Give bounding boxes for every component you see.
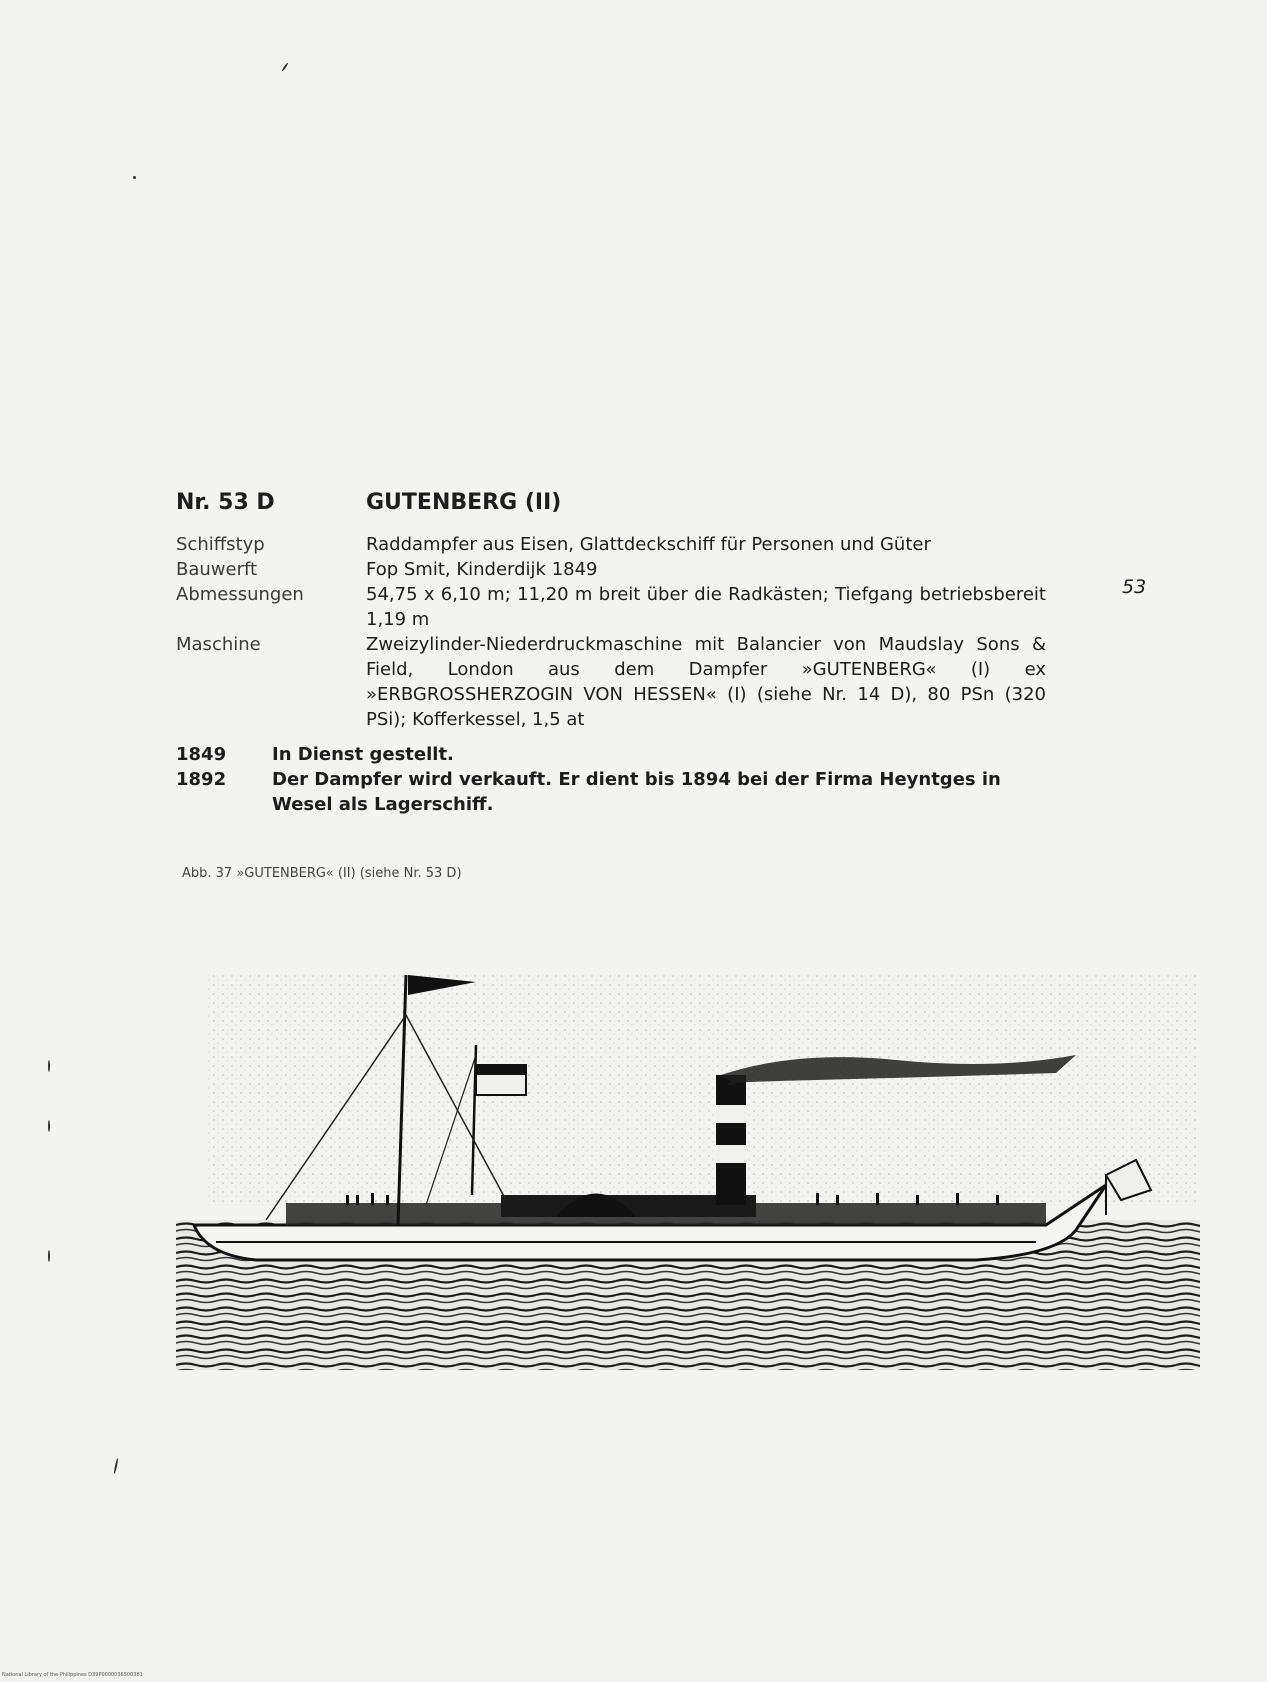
spec-value: 54,75 x 6,10 m; 11,20 m breit über die Radkästen; Tiefgang betriebsbereit 1,19 m <box>366 584 1046 630</box>
ship-title: GUTENBERG (II) <box>366 490 562 515</box>
history-row <box>176 742 1046 767</box>
page-number: 53 <box>1122 576 1147 598</box>
scan-speck <box>48 1060 50 1072</box>
funnel <box>716 1075 746 1205</box>
history-year: 1849 <box>176 744 227 765</box>
scan-speck <box>133 176 136 179</box>
funnel-band <box>716 1145 746 1163</box>
spec-row <box>176 582 1046 632</box>
spec-row <box>176 557 1046 582</box>
history-year: 1892 <box>176 769 227 790</box>
spec-label: Maschine <box>176 634 261 655</box>
spec-value: Fop Smit, Kinderdijk 1849 <box>366 559 598 580</box>
spec-label: Schiffstyp <box>176 534 265 555</box>
entry-number: Nr. 53 D <box>176 490 275 515</box>
funnel-band <box>716 1105 746 1123</box>
scan-speck <box>48 1250 50 1262</box>
history-text: Der Dampfer wird verkauft. Er dient bis 1894 bei der Firma Heyntges in Wesel als Lagerschiff. <box>272 769 1001 815</box>
spec-table <box>176 532 1046 732</box>
figure-caption: Abb. 37 »GUTENBERG« (II) (siehe Nr. 53 D) <box>182 866 462 881</box>
history-row <box>176 767 1046 817</box>
history-list <box>176 742 1046 817</box>
spec-value: Zweizylinder-Niederdruckmaschine mit Balancier von Maudslay Sons & Field, London aus dem Dampfer »GUTENBERG« (I) ex »ERBGROSSHERZOGIN VON HESSEN« (I) (siehe Nr. 14 D), 80 PSn (320 PSi); Kofferkessel, 1,5 at <box>366 634 1046 730</box>
spec-label: Bauwerft <box>176 559 258 580</box>
spec-label: Abmessungen <box>176 584 304 605</box>
spec-row <box>176 632 1046 732</box>
scan-speck <box>48 1120 50 1132</box>
steamship-illustration <box>176 955 1200 1375</box>
scan-speck <box>113 1458 118 1474</box>
mast-flag-stripe <box>476 1065 526 1075</box>
spec-row <box>176 532 1046 557</box>
history-text: In Dienst gestellt. <box>272 744 454 765</box>
spec-value: Raddampfer aus Eisen, Glattdeckschiff für Personen und Güter <box>366 534 931 555</box>
scan-footer: National Library of the Philippines D39P0000036500381 <box>2 1672 143 1678</box>
scan-speck <box>281 62 288 71</box>
